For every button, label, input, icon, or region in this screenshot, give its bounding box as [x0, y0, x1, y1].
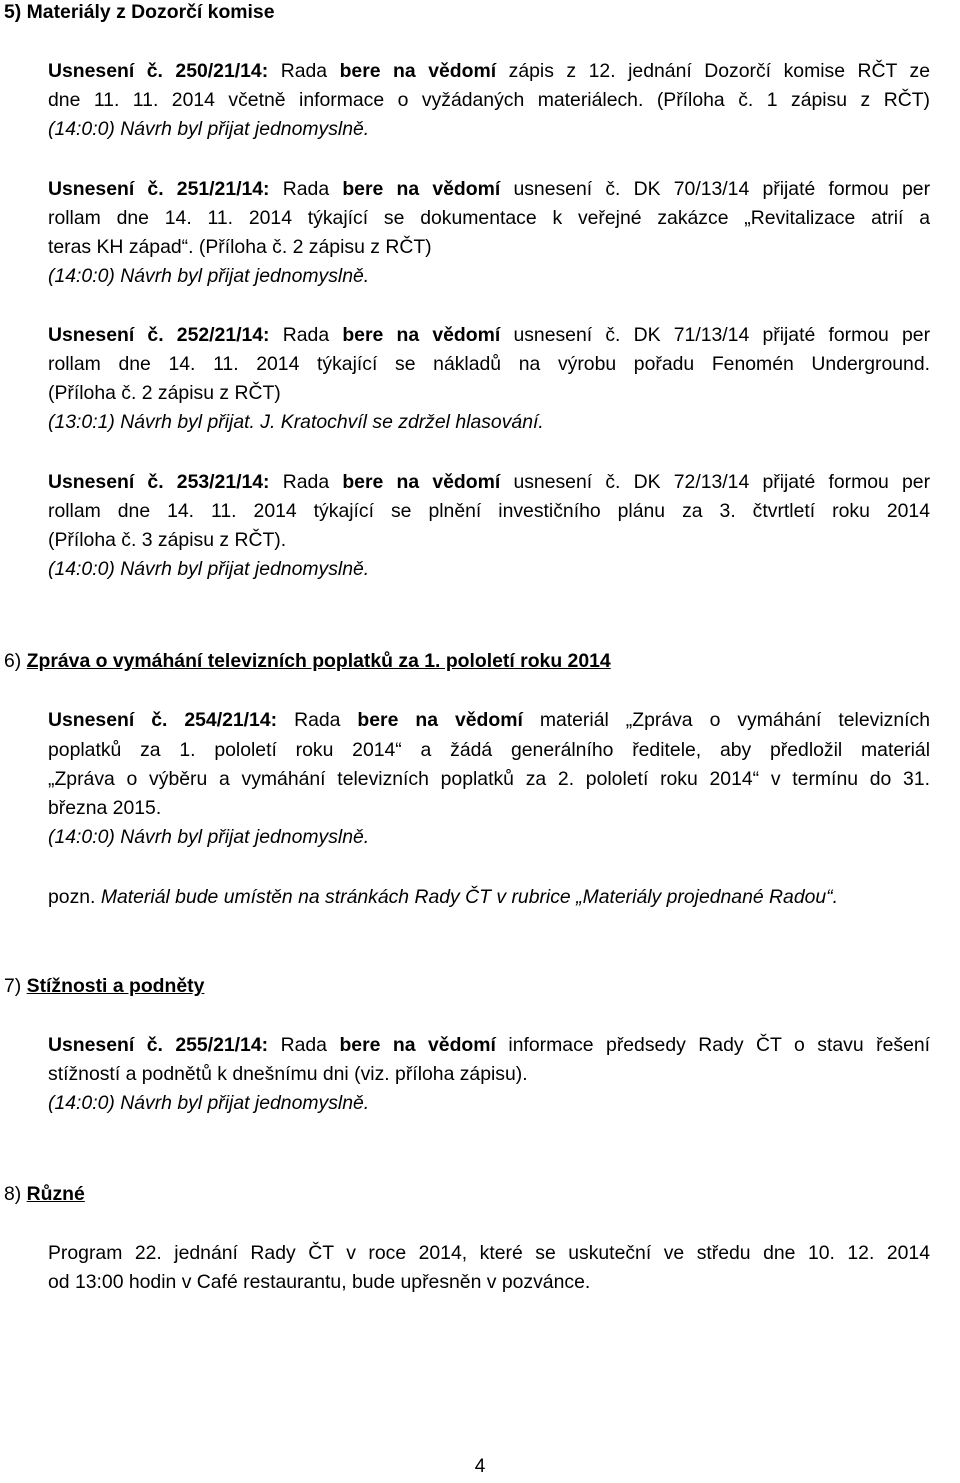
section-heading-6: 6) Zpráva o vymáhání televizních poplatků za 1. pololetí roku 2014 — [4, 650, 611, 672]
resolution-254-line-2: poplatků za 1. pololetí roku 2014“ a žádá generálního ředitele, aby předložil materiál — [48, 739, 930, 761]
resolution-250-line-1: Usnesení č. 250/21/14: Rada bere na vědomí zápis z 12. jednání Dozorčí komise RČT ze — [48, 60, 931, 82]
resolution-253-vote: (14:0:0) Návrh byl přijat jednomyslně. — [48, 558, 370, 580]
resolution-254-line-3: „Zpráva o výběru a vymáhání televizních poplatků za 2. pololetí roku 2014“ v termínu do 31. — [48, 768, 930, 790]
section-heading-5: 5) Materiály z Dozorčí komise — [4, 1, 275, 23]
resolution-252-line-1: Usnesení č. 252/21/14: Rada bere na vědomí usnesení č. DK 71/13/14 přijaté formou per — [48, 324, 931, 346]
resolution-253-line-2: rollam dne 14. 11. 2014 týkající se plnění investičního plánu za 3. čtvrtletí roku 2014 — [48, 500, 930, 522]
resolution-251-vote: (14:0:0) Návrh byl přijat jednomyslně. — [48, 265, 370, 287]
program-line-2: od 13:00 hodin v Café restaurantu, bude upřesněn v pozvánce. — [48, 1271, 591, 1293]
resolution-254-line-1: Usnesení č. 254/21/14: Rada bere na vědomí materiál „Zpráva o vymáhání televizních — [48, 709, 930, 731]
resolution-252-line-2: rollam dne 14. 11. 2014 týkající se nákladů na výrobu pořadu Fenomén Underground. — [48, 353, 930, 375]
resolution-251-line-2: rollam dne 14. 11. 2014 týkající se dokumentace k veřejné zakázce „Revitalizace atrií a — [48, 207, 930, 229]
resolution-252-line-3: (Příloha č. 2 zápisu z RČT) — [48, 382, 281, 404]
page-number: 4 — [474, 1456, 486, 1477]
resolution-252-vote: (13:0:1) Návrh byl přijat. J. Kratochvíl se zdržel hlasování. — [48, 411, 544, 433]
resolution-254-line-4: března 2015. — [48, 797, 162, 819]
resolution-250-line-2: dne 11. 11. 2014 včetně informace o vyžádaných materiálech. (Příloha č. 1 zápisu z RČT) — [48, 89, 930, 111]
resolution-250-vote: (14:0:0) Návrh byl přijat jednomyslně. — [48, 118, 370, 140]
section-heading-8: 8) Různé — [4, 1183, 85, 1205]
resolution-251-line-3: teras KH západ“. (Příloha č. 2 zápisu z RČT) — [48, 236, 432, 258]
resolution-254-note: pozn. Materiál bude umístěn na stránkách Rady ČT v rubrice „Materiály projednané Radou“. — [48, 886, 839, 908]
resolution-253-line-3: (Příloha č. 3 zápisu z RČT). — [48, 529, 287, 551]
resolution-253-line-1: Usnesení č. 253/21/14: Rada bere na vědomí usnesení č. DK 72/13/14 přijaté formou per — [48, 471, 931, 493]
resolution-255-line-2: stížností a podnětů k dnešnímu dni (viz. příloha zápisu). — [48, 1063, 528, 1085]
resolution-255-line-1: Usnesení č. 255/21/14: Rada bere na vědomí informace předsedy Rady ČT o stavu řešení — [48, 1034, 931, 1056]
resolution-255-vote: (14:0:0) Návrh byl přijat jednomyslně. — [48, 1092, 370, 1114]
resolution-251-line-1: Usnesení č. 251/21/14: Rada bere na vědomí usnesení č. DK 70/13/14 přijaté formou per — [48, 178, 931, 200]
resolution-254-vote: (14:0:0) Návrh byl přijat jednomyslně. — [48, 826, 370, 848]
section-heading-7: 7) Stížnosti a podněty — [4, 975, 205, 997]
program-line-1: Program 22. jednání Rady ČT v roce 2014, které se uskuteční ve středu dne 10. 12. 2014 — [48, 1242, 930, 1264]
